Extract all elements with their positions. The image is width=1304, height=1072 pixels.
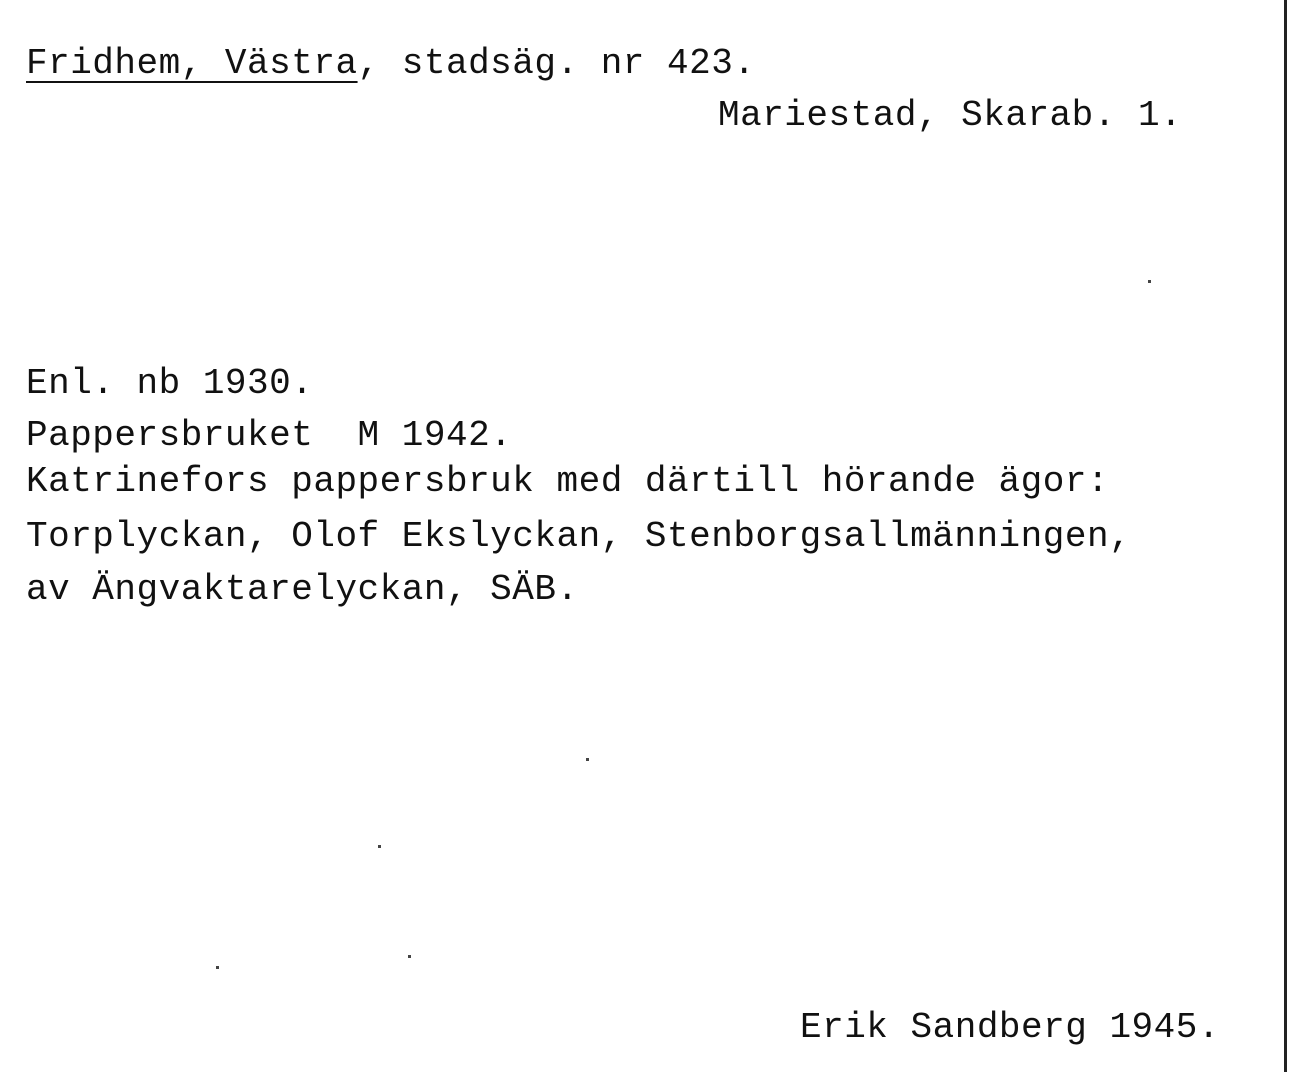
scan-speck [1148, 280, 1151, 283]
note-line-1: Enl. nb 1930. [26, 363, 314, 404]
card-signature: Erik Sandberg 1945. [800, 1007, 1220, 1048]
heading-place-name: Fridhem, Västra [26, 43, 358, 84]
card-edge-line [1284, 0, 1287, 1072]
note-line-4: Torplyckan, Olof Ekslyckan, Stenborgsallmänningen, [26, 516, 1132, 557]
card-heading [26, 42, 755, 86]
scan-speck [586, 758, 589, 761]
note-line-3: Katrinefors pappersbruk med därtill hörande ägor: [26, 461, 1110, 502]
note-line-5: av Ängvaktarelyckan, SÄB. [26, 569, 579, 610]
scan-speck [216, 966, 219, 969]
scan-speck [408, 955, 411, 958]
card-location: Mariestad, Skarab. 1. [718, 95, 1183, 136]
scan-speck [378, 845, 381, 848]
heading-property-number: , stadsäg. nr 423. [357, 43, 756, 84]
note-line-2: Pappersbruket M 1942. [26, 415, 513, 456]
